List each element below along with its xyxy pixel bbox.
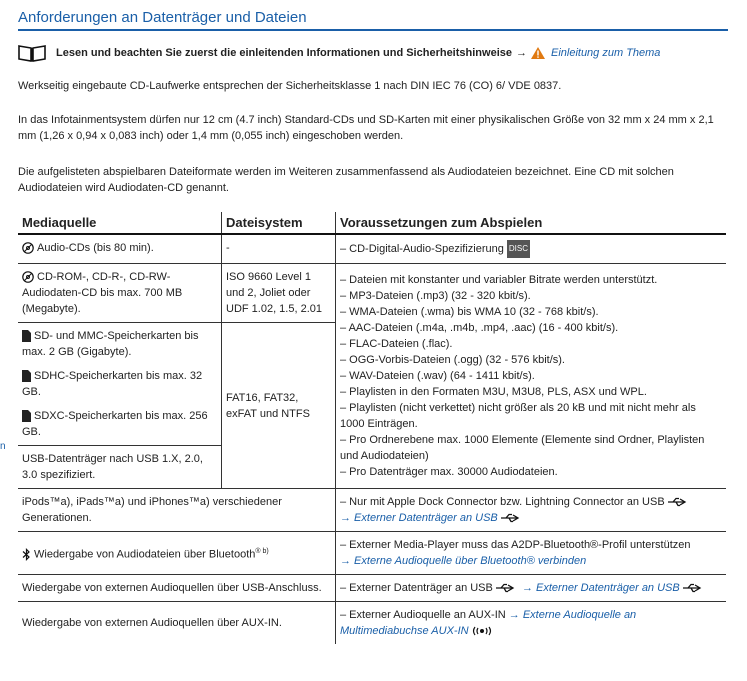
usb-icon xyxy=(668,497,688,507)
list-item: – WMA-Dateien (.wma) bis WMA 10 (32 - 768 kbit/s). xyxy=(340,306,599,318)
book-icon xyxy=(18,44,46,62)
source-usb-ext: Wiedergabe von externen Audioquellen über USB-Anschluss. xyxy=(22,582,322,594)
table-row xyxy=(18,234,726,264)
list-item: – Pro Ordnerebene max. 1000 Elemente (Elemente sind Ordner, Playlisten und Audiodateien) xyxy=(340,434,705,462)
warning-icon xyxy=(531,47,545,59)
edge-mark: n xyxy=(0,441,6,452)
bluetooth-icon xyxy=(22,548,31,561)
fs-audio-cd: - xyxy=(222,234,336,264)
req-bluetooth: – Externer Media-Player muss das A2DP-Bluetooth®-Profil unterstützen xyxy=(340,539,691,551)
list-item: – Dateien mit konstanter und variabler Bitrate werden unterstützt. xyxy=(340,274,658,286)
requirements-table xyxy=(18,212,726,644)
table-row xyxy=(18,575,726,602)
req-usb-ext: – Externer Datenträger an USB xyxy=(340,582,493,594)
file-requirements-list xyxy=(340,272,722,480)
source-cdrom: CD-ROM-, CD-R-, CD-RW-Audiodaten-CD bis max. 700 MB (Megabyte). xyxy=(22,271,183,315)
source-apple: iPods™a), iPads™a) und iPhones™a) verschiedener Generationen. xyxy=(22,496,282,524)
list-item: – AAC-Dateien (.m4a, .m4b, .mp4, .aac) (16 - 400 kbit/s). xyxy=(340,322,619,334)
list-item: – Playlisten (nicht verkettet) nicht größer als 20 kB und mit nicht mehr als 1000 Einträgen. xyxy=(340,402,696,430)
notice xyxy=(18,44,660,62)
header-requirements: Voraussetzungen zum Abspielen xyxy=(336,212,727,234)
list-item: – Playlisten in den Formaten M3U, M3U8, PLS, ASX und WPL. xyxy=(340,386,647,398)
table-row xyxy=(18,264,726,323)
table-row xyxy=(18,489,726,532)
req-apple: – Nur mit Apple Dock Connector bzw. Lightning Connector an USB xyxy=(340,496,665,508)
fs-cdrom: ISO 9660 Level 1 und 2, Joliet oder UDF 1.02, 1.5, 2.01 xyxy=(222,264,336,323)
table-row xyxy=(18,532,726,575)
link-bluetooth[interactable]: → Externe Audioquelle über Bluetooth® verbinden xyxy=(340,555,587,567)
cd-digital-audio-logo: DISC xyxy=(507,240,530,258)
intro-link[interactable]: Einleitung zum Thema xyxy=(550,47,661,59)
header-media-source: Mediaquelle xyxy=(18,212,222,234)
usb-icon xyxy=(683,583,703,593)
sd-card-icon xyxy=(22,330,31,342)
source-audio-cd: Audio-CDs (bis 80 min). xyxy=(37,242,154,254)
cd-icon xyxy=(22,271,34,283)
sd-card-icon xyxy=(22,410,31,422)
paragraph-safety: Werkseitig eingebaute CD-Laufwerke entsprechen der Sicherheitsklasse 1 nach DIN IEC 76 (CO) 6/ VDE 0837. xyxy=(18,80,562,92)
req-aux: – Externer Audioquelle an AUX-IN xyxy=(340,609,506,621)
sd-card-icon xyxy=(22,370,31,382)
link-usb-storage[interactable]: → Externer Datenträger an USB xyxy=(340,512,498,524)
aux-in-icon xyxy=(472,625,492,637)
fs-sd-usb: FAT16, FAT32, exFAT und NTFS xyxy=(222,323,336,489)
paragraph-media-size: In das Infotainmentsystem dürfen nur 12 cm (4.7 inch) Standard-CDs und SD-Karten mit einer physikalischen Größe von 32 mm x 24 mm x 2,1 mm (1,26 x 0,94 x 0,083 inch) oder 1,4 mm (0,055 inch) eingeschoben werden. xyxy=(18,114,714,142)
cd-icon xyxy=(22,242,34,254)
source-sdhc: SDHC-Speicherkarten bis max. 32 GB. xyxy=(22,370,203,398)
page-title: Anforderungen an Datenträger und Dateien xyxy=(18,9,728,31)
usb-icon xyxy=(501,513,521,523)
source-sd: SD- und MMC-Speicherkarten bis max. 2 GB (Gigabyte). xyxy=(22,330,199,358)
notice-text: Lesen und beachten Sie zuerst die einleitenden Informationen und Sicherheitshinweise xyxy=(56,47,512,59)
source-usb: USB-Datenträger nach USB 1.X, 2.0, 3.0 spezifiziert. xyxy=(18,446,222,489)
header-filesystem: Dateisystem xyxy=(222,212,336,234)
usb-icon xyxy=(496,583,516,593)
list-item: – MP3-Dateien (.mp3) (32 - 320 kbit/s). xyxy=(340,290,531,302)
link-usb-ext[interactable]: → Externer Datenträger an USB xyxy=(521,582,680,594)
link-aux[interactable]: → Externe Audioquelle an Multimediabuchse AUX-IN xyxy=(340,609,637,637)
source-aux: Wiedergabe von externen Audioquellen über AUX-IN. xyxy=(22,617,282,629)
list-item: – Pro Datenträger max. 30000 Audiodateien. xyxy=(340,466,558,478)
bluetooth-footnote: ® b) xyxy=(255,547,269,555)
list-item: – FLAC-Dateien (.flac). xyxy=(340,338,453,350)
source-sdxc: SDXC-Speicherkarten bis max. 256 GB. xyxy=(22,410,208,438)
notice-arrow: → xyxy=(515,47,527,59)
req-audio-cd: – CD-Digital-Audio-Spezifizierung xyxy=(340,242,504,255)
table-row xyxy=(18,602,726,645)
list-item: – OGG-Vorbis-Dateien (.ogg) (32 - 576 kbit/s). xyxy=(340,354,565,366)
paragraph-formats: Die aufgelisteten abspielbaren Dateiformate werden im Weiteren zusammenfassend als Audiodateien bezeichnet. Eine CD mit solchen Audiodateien wird Audiodaten-CD genannt. xyxy=(18,166,674,194)
list-item: – WAV-Dateien (.wav) (64 - 1411 kbit/s). xyxy=(340,370,535,382)
source-bluetooth: Wiedergabe von Audiodateien über Bluetooth xyxy=(34,548,256,561)
